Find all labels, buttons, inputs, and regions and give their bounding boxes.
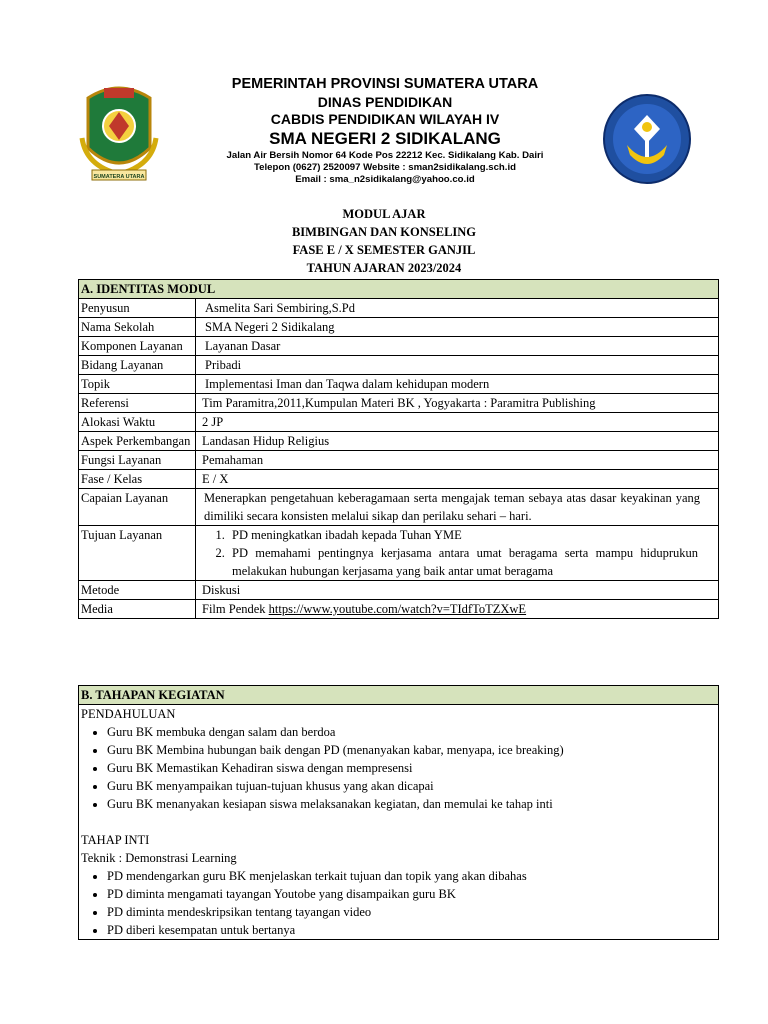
table-row [79,375,719,394]
row-label: Media [79,600,196,619]
provincial-emblem-logo [78,78,160,188]
list-item: 2. PD memahami pentingnya kerjasama antara umat beragama serta mampu hiduprukun melakukan hubungan kerjasama yang baik antar umat beragama [228,544,716,580]
tahapan-content [79,705,719,940]
row-value: Menerapkan pengetahuan keberagamaan serta mengajak teman sebaya atas dasar keyakinan yang dimiliki secara konsisten melalui sikap dan perilaku sehari – hari. [196,489,719,526]
table-row [79,470,719,489]
list-item: • Guru BK Memastikan Kehadiran siswa dengan mempresensi [107,759,716,777]
table-row [79,581,719,600]
row-value: SMA Negeri 2 Sidikalang [196,318,719,337]
table-row [79,489,719,526]
tahap-inti-list [81,867,716,939]
school-address: Jalan Air Bersih Nomor 64 Kode Pos 22212 Kec. Sidikalang Kab. Dairi [226,150,544,161]
row-value: Pribadi [196,356,719,375]
tujuan-list [198,526,716,580]
table-row [79,413,719,432]
tahapan-kegiatan-table [78,685,719,940]
tahapan-heading: B. TAHAPAN KEGIATAN [79,686,719,705]
branch-name: CABDIS PENDIDIKAN WILAYAH IV [270,111,500,127]
row-value: Pemahaman [196,451,719,470]
letterhead [0,0,768,200]
row-value: Diskusi [196,581,719,600]
row-value: E / X [196,470,719,489]
table-row [79,337,719,356]
row-label: Bidang Layanan [79,356,196,375]
row-label: Penyusun [79,299,196,318]
title-line-1: MODUL AJAR [342,207,426,221]
table-row [79,600,719,619]
row-label: Capaian Layanan [79,489,196,526]
row-value [196,526,719,581]
table-row [79,318,719,337]
department-name: DINAS PENDIDIKAN [317,94,453,110]
tahap-inti-title: TAHAP INTI [81,833,150,847]
government-name: PEMERINTAH PROVINSI SUMATERA UTARA [231,76,539,92]
list-item: • PD diminta mengamati tayangan Youtobe yang disampaikan guru BK [107,885,716,903]
list-item: • PD mendengarkan guru BK menjelaskan terkait tujuan dan topik yang akan dibahas [107,867,716,885]
table-row [79,394,719,413]
identitas-heading: A. IDENTITAS MODUL [79,280,719,299]
row-label: Nama Sekolah [79,318,196,337]
pendahuluan-list [81,723,716,813]
pendahuluan-title: PENDAHULUAN [81,707,176,721]
youtube-link[interactable]: https://www.youtube.com/watch?v=TIdfToTZXwE [268,602,527,616]
title-line-2: BIMBINGAN DAN KONSELING [291,225,477,239]
list-item: • Guru BK menyampaikan tujuan-tujuan khusus yang akan dicapai [107,777,716,795]
list-item: • PD diminta mendeskripsikan tentang tayangan video [107,903,716,921]
letterhead-text [170,74,600,186]
row-value: Landasan Hidup Religius [196,432,719,451]
row-label: Fase / Kelas [79,470,196,489]
row-label: Metode [79,581,196,600]
teknik-text: Teknik : Demonstrasi Learning [81,851,237,865]
list-item: • Guru BK menanyakan kesiapan siswa melaksanakan kegiatan, dan memulai ke tahap inti [107,795,716,813]
table-row [79,526,719,581]
row-label: Topik [79,375,196,394]
row-label: Alokasi Waktu [79,413,196,432]
row-value: Layanan Dasar [196,337,719,356]
row-label: Aspek Perkembangan [79,432,196,451]
table-row [79,356,719,375]
tut-wuri-handayani-logo [602,93,692,185]
title-line-3: FASE E / X SEMESTER GANJIL [292,243,476,257]
row-value: Tim Paramitra,2011,Kumpulan Materi BK , Yogyakarta : Paramitra Publishing [196,394,719,413]
list-item: 1. PD meningkatkan ibadah kepada Tuhan YME [228,526,716,544]
svg-text:SUMATERA UTARA: SUMATERA UTARA [93,174,145,180]
school-contact: Telepon (0627) 2520097 Website : sman2sidikalang.sch.id [254,162,516,173]
row-label: Tujuan Layanan [79,526,196,581]
list-item: • Guru BK Membina hubungan baik dengan PD (menanyakan kabar, menyapa, ice breaking) [107,741,716,759]
document-title [0,205,768,277]
school-name: SMA NEGERI 2 SIDIKALANG [269,129,501,148]
list-item: • Guru BK membuka dengan salam dan berdoa [107,723,716,741]
school-email: Email : sma_n2sidikalang@yahoo.co.id [295,174,475,185]
table-row [79,299,719,318]
row-label: Referensi [79,394,196,413]
row-label: Fungsi Layanan [79,451,196,470]
row-value [196,600,719,619]
table-row [79,432,719,451]
list-item: • PD diberi kesempatan untuk bertanya [107,921,716,939]
row-label: Komponen Layanan [79,337,196,356]
media-prefix: Film Pendek [202,602,269,616]
table-row [79,451,719,470]
identitas-modul-table [78,279,719,619]
row-value: Asmelita Sari Sembiring,S.Pd [196,299,719,318]
row-value: 2 JP [196,413,719,432]
title-line-4: TAHUN AJARAN 2023/2024 [306,261,462,275]
row-value: Implementasi Iman dan Taqwa dalam kehidupan modern [196,375,719,394]
